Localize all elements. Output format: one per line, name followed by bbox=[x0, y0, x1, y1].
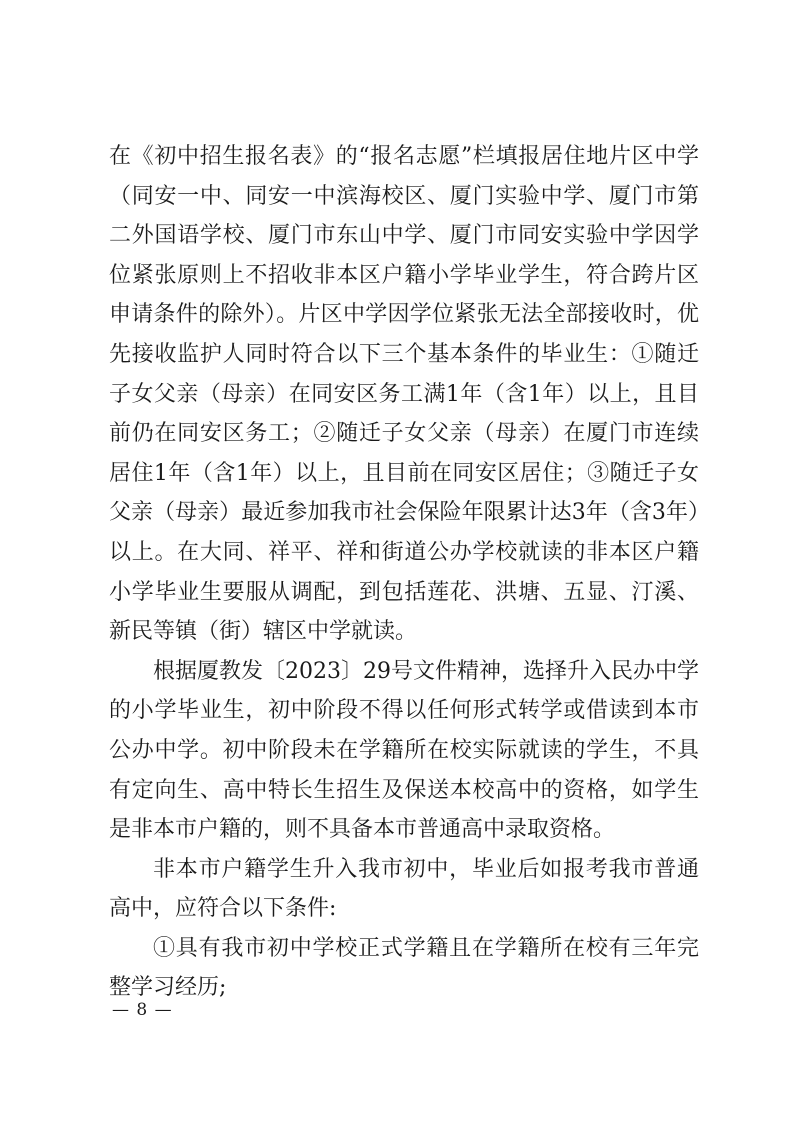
paragraph-2: 根据厦教发〔2023〕29号文件精神，选择升入民办中学的小学毕业生，初中阶段不得以任何形式转学或借读到本市公办中学。初中阶段未在学籍所在校实际就读的学生，不具有定向生、高中特长生招生及保送本校高中的资格，如学生是非本市户籍的，则不具备本市普通高中录取资格。 bbox=[109, 658, 699, 843]
body-text bbox=[109, 137, 699, 1008]
paragraph-4: ①具有我市初中学校正式学籍且在学籍所在校有三年完整学习经历; bbox=[109, 935, 699, 1001]
paragraph-1: 在《初中招生报名表》的“报名志愿”栏填报居住地片区中学（同安一中、同安一中滨海校区、厦门实验中学、厦门市第二外国语学校、厦门市东山中学、厦门市同安实验中学因学位紧张原则上不招收非本区户籍小学毕业学生，符合跨片区申请条件的除外）。片区中学因学位紧张无法全部接收时，优先接收监护人同时符合以下三个基本条件的毕业生：①随迁子女父亲（母亲）在同安区务工满1年（含1年）以上，且目前仍在同安区务工；②随迁子女父亲（母亲）在厦门市连续居住1年（含1年）以上，且目前在同安区居住；③随迁子女父亲（母亲）最近参加我市社会保险年限累计达3年（含3年）以上。在大同、祥平、祥和街道公办学校就读的非本区户籍小学毕业生要服从调配，到包括莲花、洪塘、五显、汀溪、新民等镇（街）辖区中学就读。 bbox=[109, 144, 699, 645]
page-number: — 8 — bbox=[112, 1000, 173, 1020]
paragraph-3: 非本市户籍学生升入我市初中，毕业后如报考我市普通高中，应符合以下条件: bbox=[109, 856, 699, 922]
